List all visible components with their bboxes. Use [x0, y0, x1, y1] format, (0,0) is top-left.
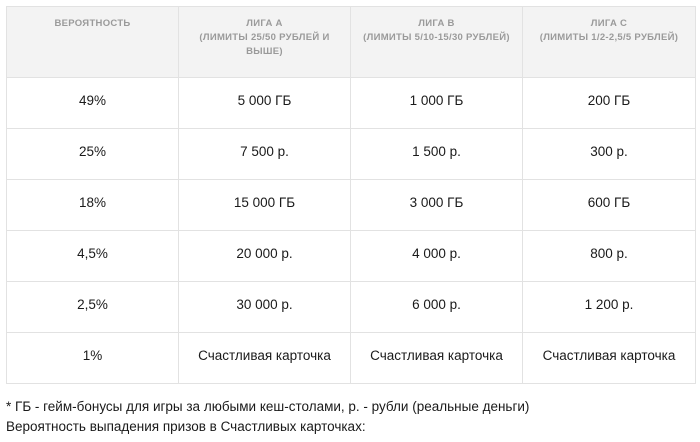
table-row	[7, 231, 696, 282]
prize-probability-table	[6, 6, 696, 384]
cell-probability: 18%	[7, 180, 179, 231]
table-row	[7, 78, 696, 129]
table-header	[7, 7, 696, 78]
cell-league-a: 5 000 ГБ	[179, 78, 351, 129]
table-row	[7, 129, 696, 180]
cell-probability: 25%	[7, 129, 179, 180]
header-league-a	[179, 7, 351, 78]
cell-league-c: 600 ГБ	[523, 180, 696, 231]
cell-league-a: 20 000 р.	[179, 231, 351, 282]
header-league-c	[523, 7, 696, 78]
cell-league-a: 30 000 р.	[179, 282, 351, 333]
header-line: (ЛИМИТЫ 1/2-2,5/5 РУБЛЕЙ)	[539, 32, 679, 43]
table-row	[7, 282, 696, 333]
cell-league-b: 1 500 р.	[351, 129, 523, 180]
header-probability	[7, 7, 179, 78]
header-line: ЛИГА C	[590, 18, 628, 29]
cell-league-c: Счастливая карточка	[523, 333, 696, 384]
header-row	[7, 7, 696, 78]
cell-league-c: 1 200 р.	[523, 282, 696, 333]
footnote-legend: * ГБ - гейм-бонусы для игры за любыми кеш-столами, р. - рубли (реальные деньги)	[6, 399, 530, 414]
cell-league-a: 15 000 ГБ	[179, 180, 351, 231]
header-line: ВЕРОЯТНОСТЬ	[54, 18, 131, 29]
cell-league-c: 200 ГБ	[523, 78, 696, 129]
table-body	[7, 78, 696, 384]
cell-probability: 1%	[7, 333, 179, 384]
cell-league-b: Счастливая карточка	[351, 333, 523, 384]
table-row	[7, 333, 696, 384]
cell-league-b: 6 000 р.	[351, 282, 523, 333]
cell-league-c: 800 р.	[523, 231, 696, 282]
cell-probability: 2,5%	[7, 282, 179, 333]
table-row	[7, 180, 696, 231]
footnote-probability-title: Вероятность выпадения призов в Счастливых карточках:	[6, 419, 366, 434]
cell-probability: 4,5%	[7, 231, 179, 282]
header-league-b	[351, 7, 523, 78]
cell-league-a: Счастливая карточка	[179, 333, 351, 384]
header-line: (ЛИМИТЫ 25/50 РУБЛЕЙ И	[199, 32, 330, 43]
header-line: ЛИГА A	[246, 18, 283, 29]
header-line: ВЫШЕ)	[246, 46, 283, 57]
cell-league-b: 1 000 ГБ	[351, 78, 523, 129]
cell-league-b: 4 000 р.	[351, 231, 523, 282]
cell-probability: 49%	[7, 78, 179, 129]
cell-league-b: 3 000 ГБ	[351, 180, 523, 231]
header-line: (ЛИМИТЫ 5/10-15/30 РУБЛЕЙ)	[363, 32, 510, 43]
cell-league-a: 7 500 р.	[179, 129, 351, 180]
cell-league-c: 300 р.	[523, 129, 696, 180]
header-line: ЛИГА B	[418, 18, 455, 29]
